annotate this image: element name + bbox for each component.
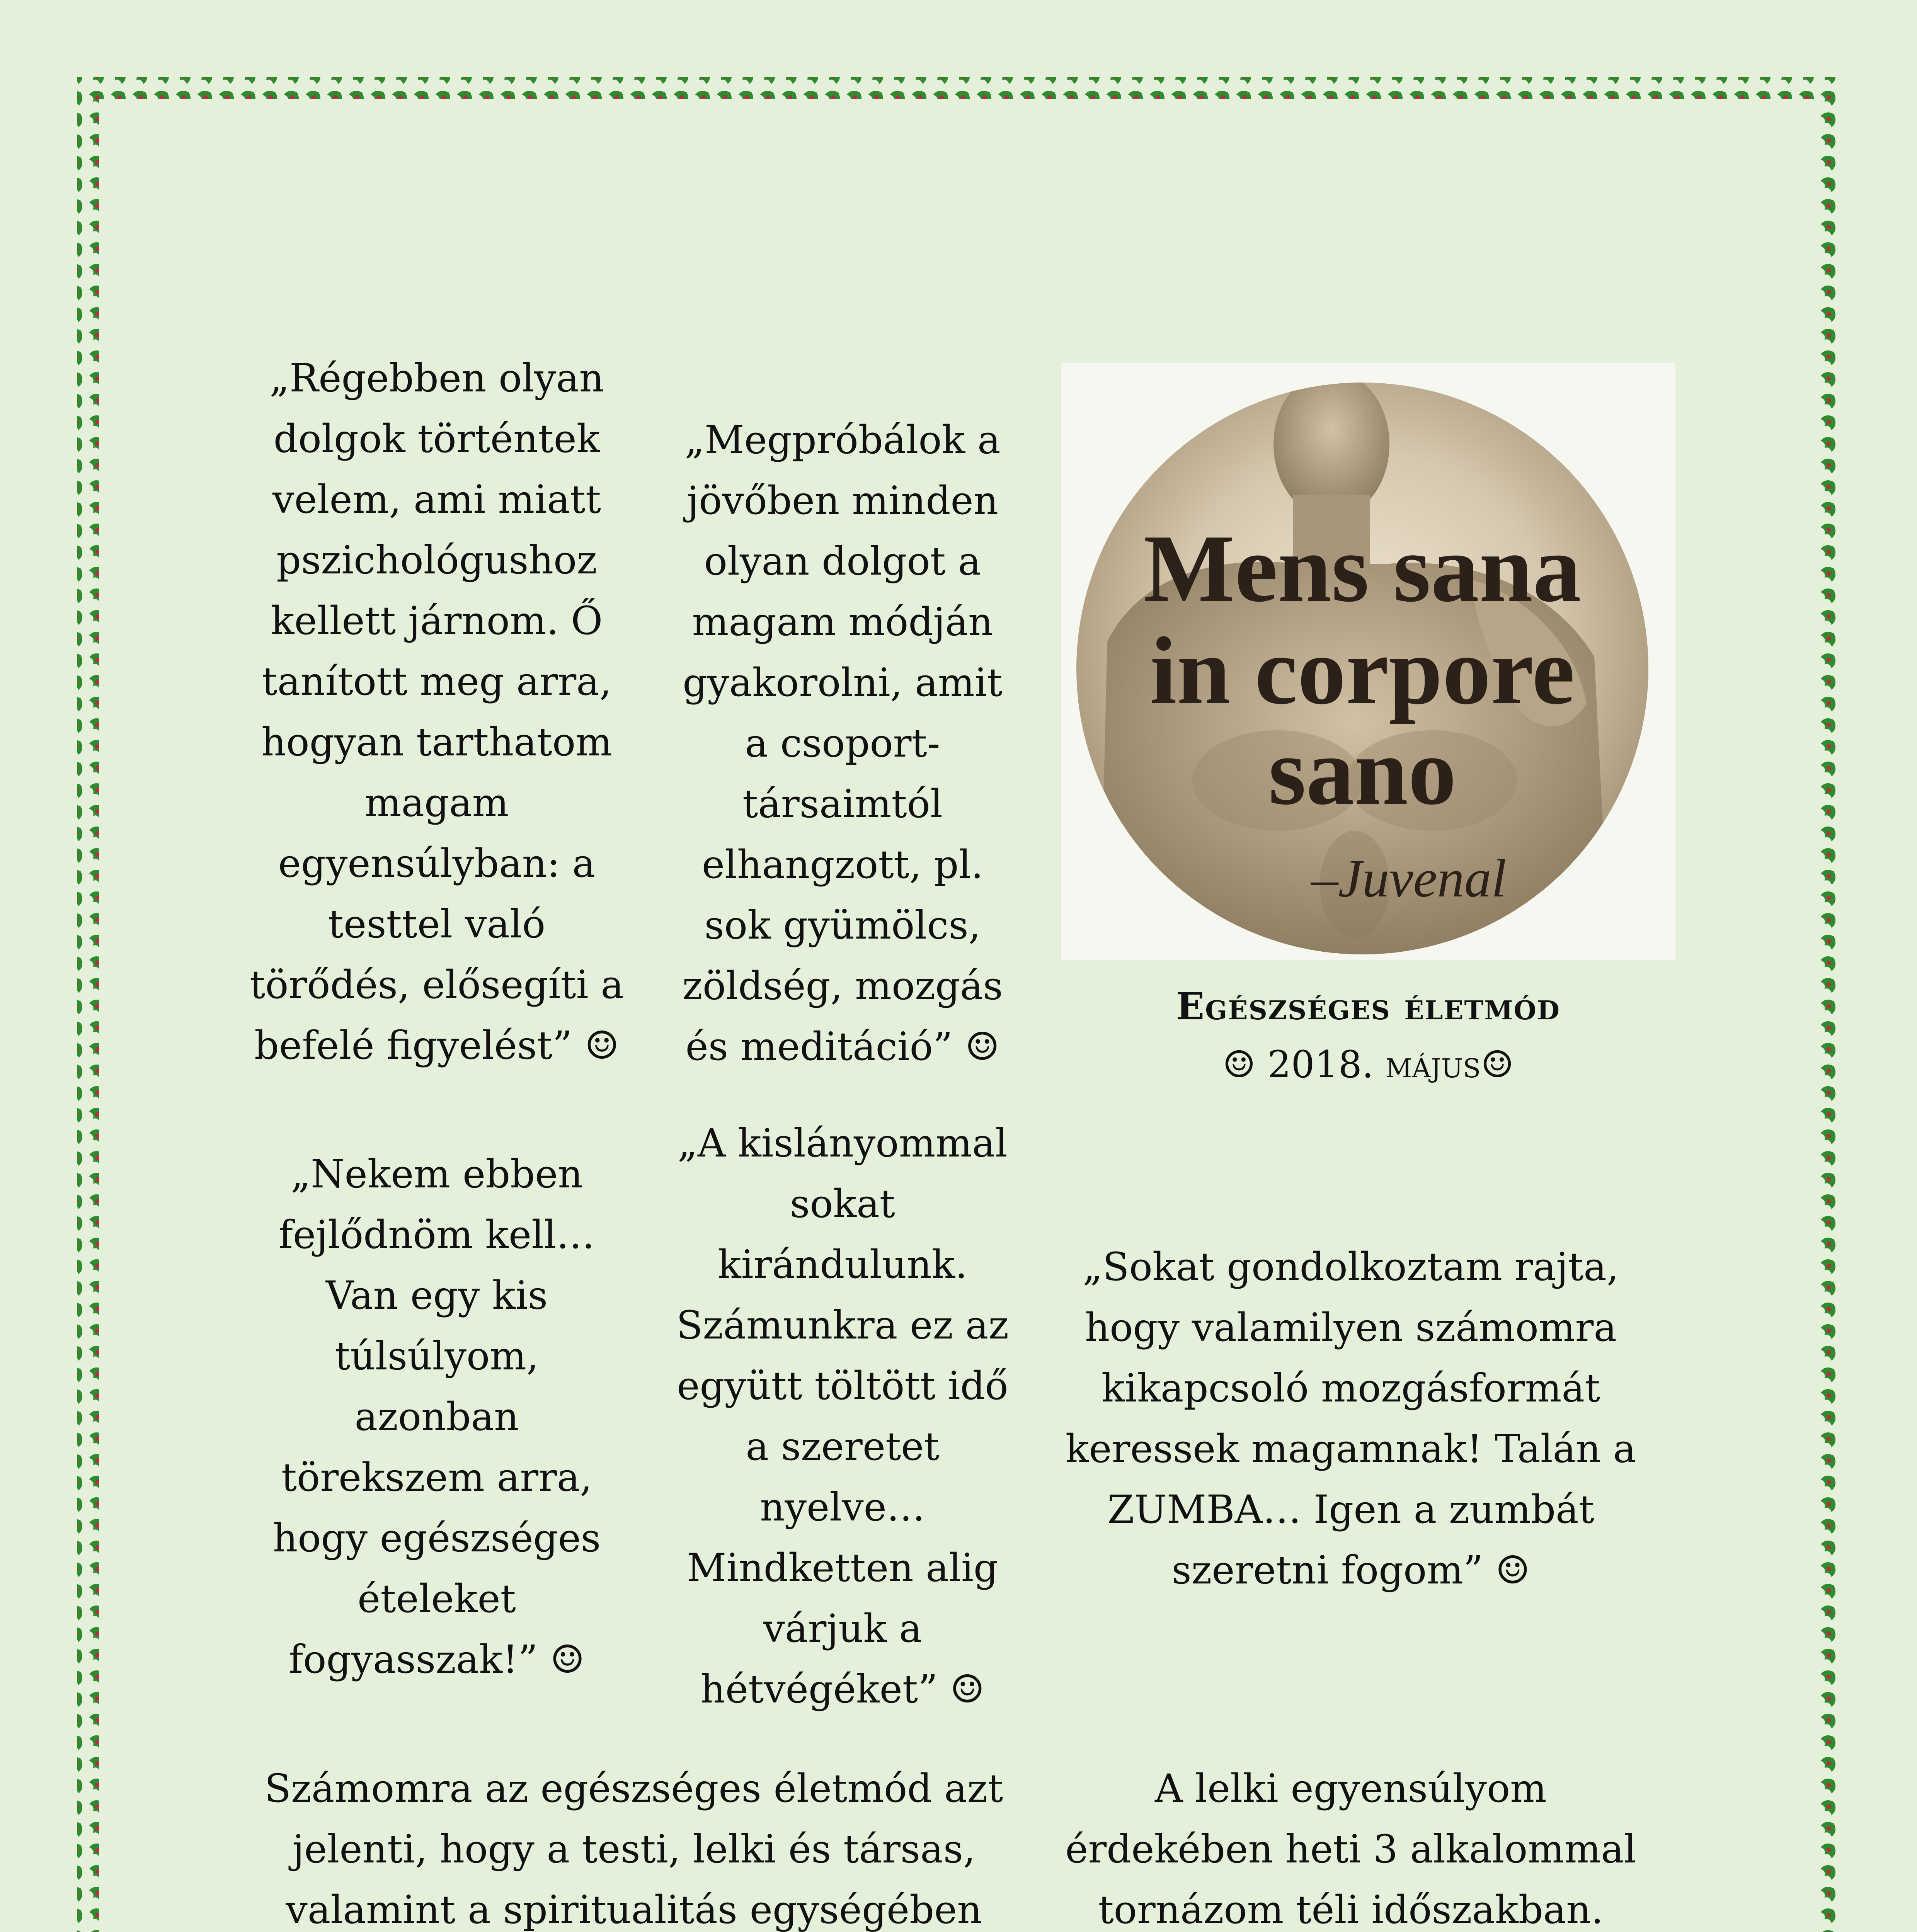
date-year: 2018. xyxy=(1267,1043,1374,1086)
emblem-line-2: in corpore xyxy=(1150,617,1575,724)
quote-exercise-routine: A lelki egyensúlyom érdekében heti 3 alkalommal tornázom téli időszakban. xyxy=(1065,1766,1636,1932)
quote-zumba: „Sokat gondolkoztam rajta, hogy valamilyen számomra kikapcsoló mozgásformát keressek magamnak! Talán a ZUMBA… Igen a zumbát szeretni fogom” ☺ xyxy=(1065,1244,1636,1593)
smiley-right: ☺ xyxy=(1481,1043,1514,1086)
date-line xyxy=(1061,1036,1675,1094)
quote-daughter-hiking: „A kislányommal sokat kirándulunk. Számunkra ez az együtt töltött idő a szeretet nyelve… Mindketten alig várjuk a hétvégéket” ☺ xyxy=(676,1121,1009,1712)
quote-psychologist: „Régebben olyan dolgok történtek velem, ami miatt pszichológushoz kellett járnom. Ő tanított meg arra, hogyan tarthatom magam egyensúlyban: a testtel való törődés, elősegíti a befelé figyelést” ☺ xyxy=(250,355,624,1068)
quote-overweight: „Nekem ebben fejlődnöm kell… Van egy kis túlsúlyom, azonban törekszem arra, hogy egészséges ételeket fogyasszak!” ☺ xyxy=(272,1151,601,1682)
mens-sana-emblem xyxy=(1061,363,1675,960)
emblem-line-3: sano xyxy=(1268,718,1457,825)
quote-group-practice: „Megpróbálok a jövőben minden olyan dolgot a magam módján gyakorolni, amit a csoport- társaimtól elhangzott, pl. sok gyümölcs, zöldség, mozgás és meditáció” ☺ xyxy=(682,417,1003,1069)
smiley-left: ☺ xyxy=(1222,1043,1256,1086)
quote-healthy-lifestyle-meaning: Számomra az egészséges életmód azt jelenti, hogy a testi, lelki és társas, valamint a spiritualitás egységében xyxy=(264,1766,1003,1932)
emblem-author: –Juvenal xyxy=(1311,849,1507,908)
emblem-line-1: Mens sana xyxy=(1143,515,1582,622)
page-title: Egészséges életmód xyxy=(1176,985,1561,1028)
page-caption xyxy=(1061,978,1675,1094)
date-month: május xyxy=(1385,1043,1481,1086)
